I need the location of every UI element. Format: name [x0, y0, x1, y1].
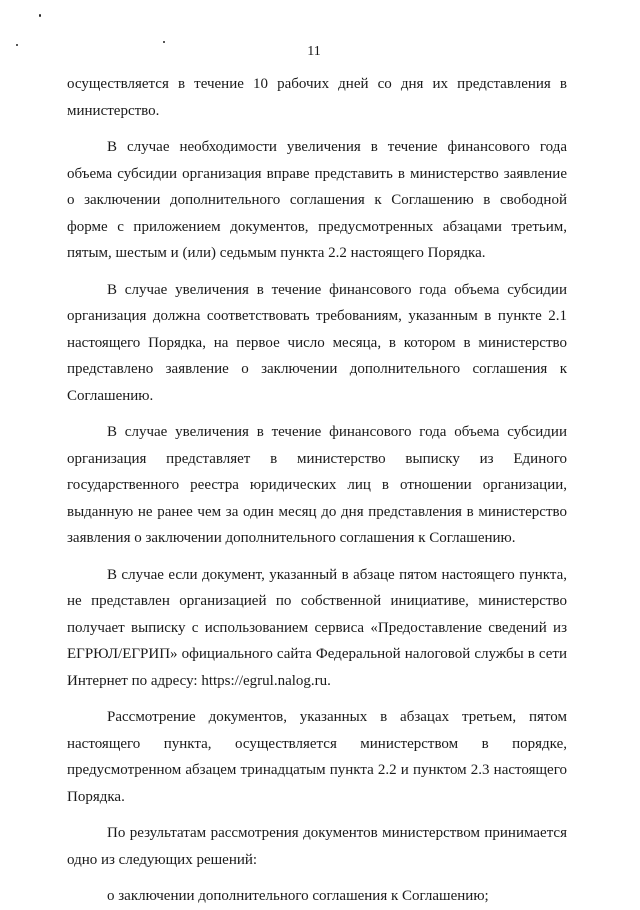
- paragraph-7: По результатам рассмотрения документов министерством принимается одно из следующих решений:: [67, 825, 567, 868]
- paragraph-2: В случае необходимости увеличения в течение финансового года объема субсидии организация вправе представить в министерство заявление о заключении дополнительного соглашения к Соглашению в свободной форме с приложением документов, предусмотренных абзацами третьим, пятым, шестым и (или) седьмым пункта 2.2 настоящего Порядка.: [67, 139, 567, 261]
- paragraph-4: В случае увеличения в течение финансового года объема субсидии организация представляет в министерство выписку из Единого государственного реестра юридических лиц в отношении организации, выданную не ранее чем за один месяц до дня представления в министерство заявления о заключении дополнительного соглашения к Соглашению.: [67, 424, 567, 546]
- paragraph-3: В случае увеличения в течение финансового года объема субсидии организация должна соответствовать требованиям, указанным в пункте 2.1 настоящего Порядка, на первое число месяца, в котором в министерство представлено заявление о заключении дополнительного соглашения к Соглашению.: [67, 281, 567, 404]
- paragraph-1: осуществляется в течение 10 рабочих дней со дня их представления в министерство.: [67, 76, 567, 119]
- paragraph-5: В случае если документ, указанный в абзаце пятом настоящего пункта, не представлен организацией по собственной инициативе, министерство получает выписку с использованием сервиса «Предоставление сведений из ЕГРЮЛ/ЕГРИП» официального сайта Федеральной налоговой службы в сети Интернет по адресу: https://egrul.nalog.ru.: [67, 566, 567, 689]
- page-number: 11: [307, 44, 321, 59]
- paragraph-6: Рассмотрение документов, указанных в абзацах третьем, пятом настоящего пункта, осуществляется министерством в порядке, предусмотренном абзацем тринадцатым пункта 2.2 и пунктом 2.3 настоящего Порядка.: [67, 709, 567, 805]
- document-body: [67, 71, 567, 910]
- paragraph-8: о заключении дополнительного соглашения к Соглашению;: [107, 888, 489, 904]
- scan-speck: [163, 41, 165, 43]
- scan-speck: [39, 14, 41, 17]
